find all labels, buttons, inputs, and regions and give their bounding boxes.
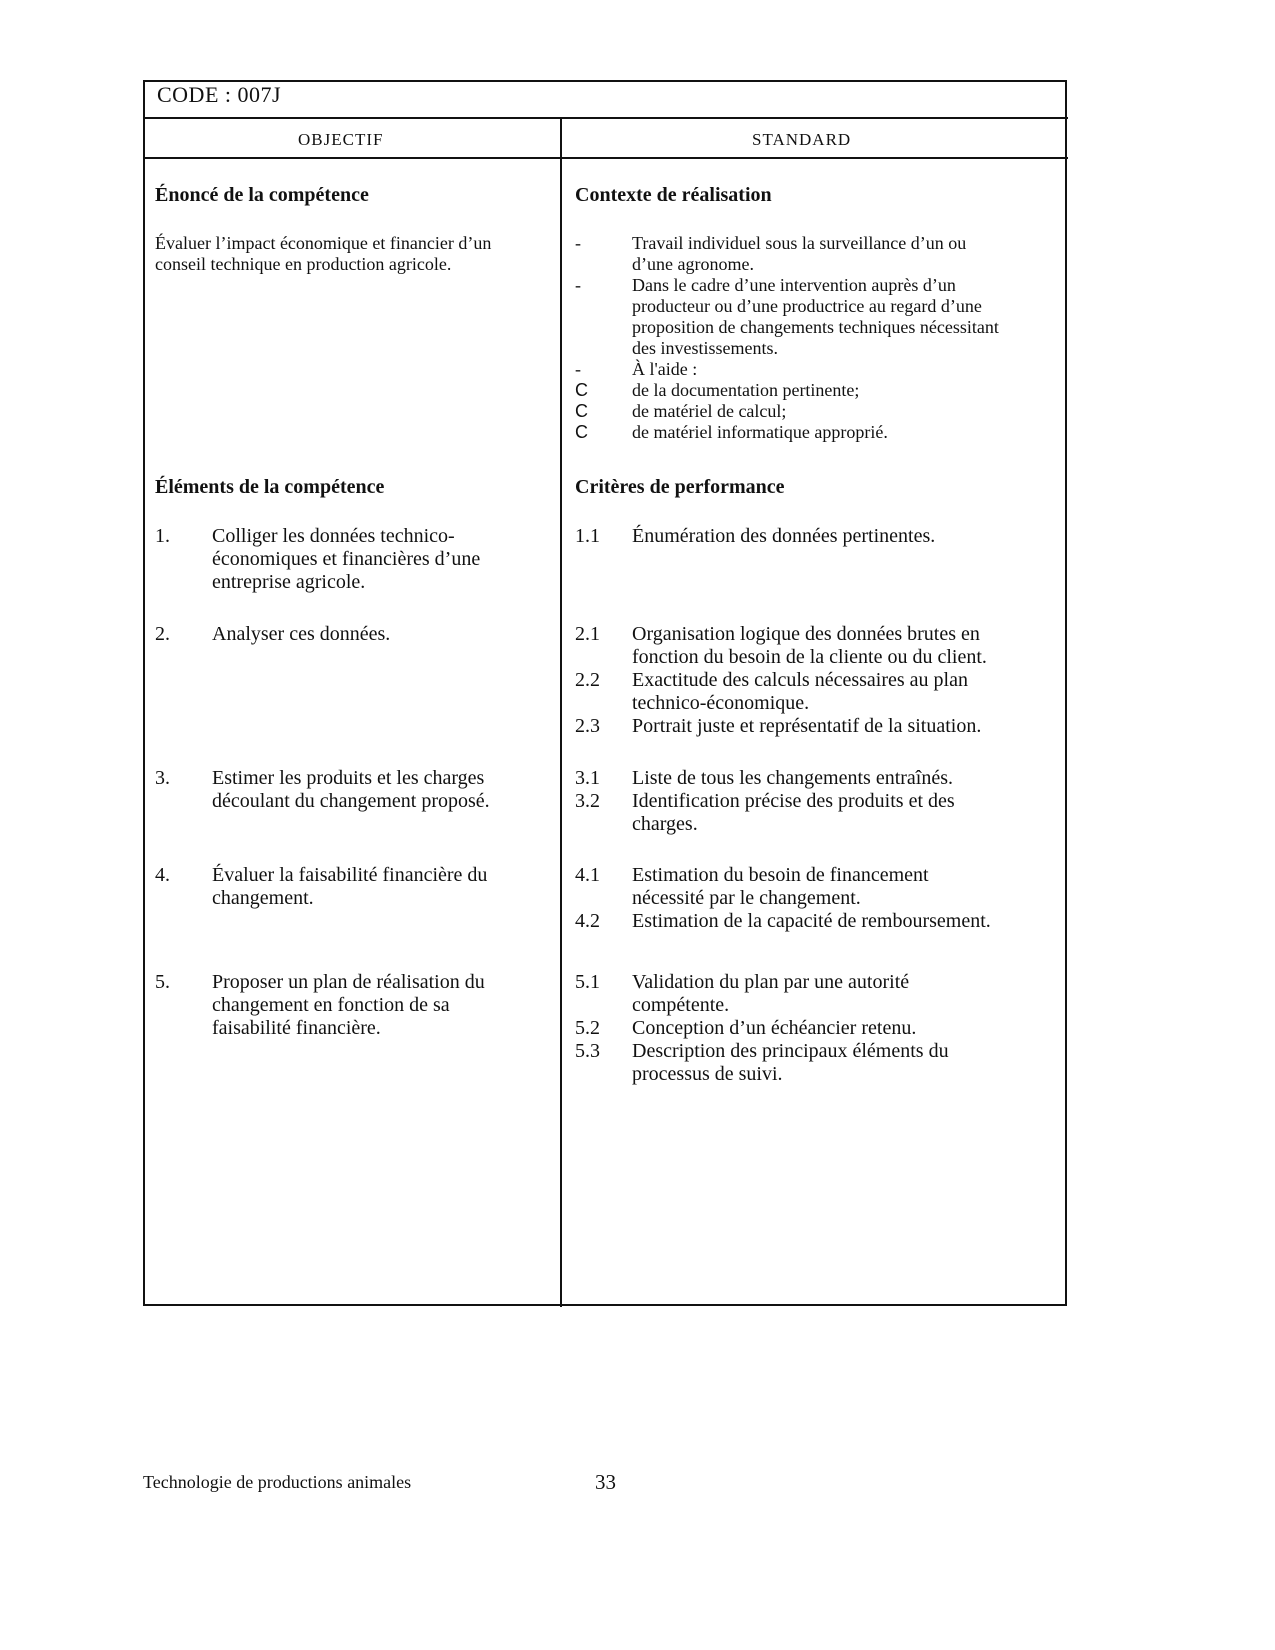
header-objectif: OBJECTIF bbox=[298, 130, 384, 149]
divider bbox=[143, 157, 1068, 159]
contexte-text bbox=[632, 380, 859, 401]
critere-text bbox=[632, 623, 987, 669]
text-line: producteur ou d’une productrice au regard d’une bbox=[632, 296, 982, 316]
critere-number: 5.2 bbox=[575, 1017, 600, 1039]
text-line: Organisation logique des données brutes en bbox=[632, 623, 980, 645]
contexte-title: Contexte de réalisation bbox=[575, 184, 772, 206]
critere-number: 4.1 bbox=[575, 864, 600, 886]
element-text bbox=[212, 864, 487, 910]
text-line: compétente. bbox=[632, 994, 730, 1016]
elements-title: Éléments de la compétence bbox=[155, 476, 385, 498]
text-line: changement. bbox=[212, 887, 314, 909]
critere-text bbox=[632, 864, 929, 910]
header-standard: STANDARD bbox=[752, 130, 852, 149]
element-text bbox=[212, 971, 485, 1040]
text-line: proposition de changements techniques nécessitant bbox=[632, 317, 999, 337]
critere-number: 2.2 bbox=[575, 669, 600, 691]
bullet-icon: C bbox=[575, 401, 588, 421]
text-line: entreprise agricole. bbox=[212, 571, 366, 593]
text-line: Dans le cadre d’une intervention auprès d’un bbox=[632, 275, 956, 295]
enonce-title: Énoncé de la compétence bbox=[155, 184, 369, 206]
text-line: de matériel de calcul; bbox=[632, 401, 787, 421]
dash-bullet: - bbox=[575, 275, 581, 295]
text-line: fonction du besoin de la cliente ou du client. bbox=[632, 646, 987, 668]
text-line: Portrait juste et représentatif de la situation. bbox=[632, 715, 982, 737]
text-line: Évaluer l’impact économique et financier d’un bbox=[155, 233, 492, 253]
critere-text bbox=[632, 715, 981, 738]
contexte-text bbox=[632, 275, 999, 359]
bullet-icon: C bbox=[575, 422, 588, 442]
text-line: d’une agronome. bbox=[632, 254, 754, 274]
critere-number: 1.1 bbox=[575, 525, 600, 547]
text-line: Estimation de la capacité de remboursement. bbox=[632, 910, 991, 932]
dash-bullet: - bbox=[575, 359, 581, 379]
critere-text bbox=[632, 910, 991, 933]
element-text bbox=[212, 623, 390, 646]
text-line: Analyser ces données. bbox=[212, 623, 391, 645]
element-number: 1. bbox=[155, 525, 170, 547]
page-number: 33 bbox=[595, 1470, 616, 1494]
divider bbox=[143, 117, 1068, 119]
critere-number: 2.3 bbox=[575, 715, 600, 737]
criteres-title: Critères de performance bbox=[575, 476, 785, 498]
column-divider bbox=[560, 118, 562, 1307]
element-number: 4. bbox=[155, 864, 170, 886]
text-line: Description des principaux éléments du bbox=[632, 1040, 949, 1062]
text-line: Colliger les données technico- bbox=[212, 525, 455, 547]
contexte-text bbox=[632, 233, 966, 275]
code-label: CODE : 007J bbox=[157, 82, 282, 107]
text-line: faisabilité financière. bbox=[212, 1017, 381, 1039]
footer-title: Technologie de productions animales bbox=[143, 1472, 412, 1492]
text-line: Validation du plan par une autorité bbox=[632, 971, 910, 993]
text-line: conseil technique en production agricole. bbox=[155, 254, 452, 274]
critere-text bbox=[632, 767, 953, 790]
element-number: 2. bbox=[155, 623, 170, 645]
text-line: Travail individuel sous la surveillance d’un ou bbox=[632, 233, 967, 253]
text-line: nécessité par le changement. bbox=[632, 887, 861, 909]
text-line: technico-économique. bbox=[632, 692, 810, 714]
element-text bbox=[212, 767, 490, 813]
text-line: de matériel informatique approprié. bbox=[632, 422, 888, 442]
text-line: processus de suivi. bbox=[632, 1063, 783, 1085]
bullet-icon: C bbox=[575, 380, 588, 400]
contexte-text bbox=[632, 401, 786, 422]
text-line: Identification précise des produits et des bbox=[632, 790, 955, 812]
text-line: Conception d’un échéancier retenu. bbox=[632, 1017, 917, 1039]
text-line: À l'aide : bbox=[632, 359, 698, 379]
critere-number: 4.2 bbox=[575, 910, 600, 932]
text-line: Évaluer la faisabilité financière du bbox=[212, 864, 488, 886]
text-line: de la documentation pertinente; bbox=[632, 380, 860, 400]
text-line: Exactitude des calculs nécessaires au plan bbox=[632, 669, 968, 691]
critere-number: 3.1 bbox=[575, 767, 600, 789]
text-line: Énumération des données pertinentes. bbox=[632, 525, 936, 547]
critere-number: 5.3 bbox=[575, 1040, 600, 1062]
element-number: 5. bbox=[155, 971, 170, 993]
text-line: charges. bbox=[632, 813, 698, 835]
critere-number: 2.1 bbox=[575, 623, 600, 645]
text-line: Estimation du besoin de financement bbox=[632, 864, 929, 886]
text-line: Estimer les produits et les charges bbox=[212, 767, 485, 789]
text-line: économiques et financières d’une bbox=[212, 548, 481, 570]
critere-number: 5.1 bbox=[575, 971, 600, 993]
dash-bullet: - bbox=[575, 233, 581, 253]
critere-text bbox=[632, 790, 955, 836]
text-line: Proposer un plan de réalisation du bbox=[212, 971, 485, 993]
contexte-text bbox=[632, 359, 697, 380]
text-line: changement en fonction de sa bbox=[212, 994, 450, 1016]
contexte-text bbox=[632, 422, 888, 443]
text-line: des investissements. bbox=[632, 338, 778, 358]
critere-text bbox=[632, 525, 935, 548]
element-text bbox=[212, 525, 480, 594]
enonce-text bbox=[155, 233, 491, 275]
critere-text bbox=[632, 1040, 949, 1086]
critere-text bbox=[632, 971, 909, 1017]
critere-text bbox=[632, 1017, 916, 1040]
text-line: Liste de tous les changements entraînés. bbox=[632, 767, 954, 789]
critere-text bbox=[632, 669, 968, 715]
critere-number: 3.2 bbox=[575, 790, 600, 812]
text-line: découlant du changement proposé. bbox=[212, 790, 490, 812]
element-number: 3. bbox=[155, 767, 170, 789]
